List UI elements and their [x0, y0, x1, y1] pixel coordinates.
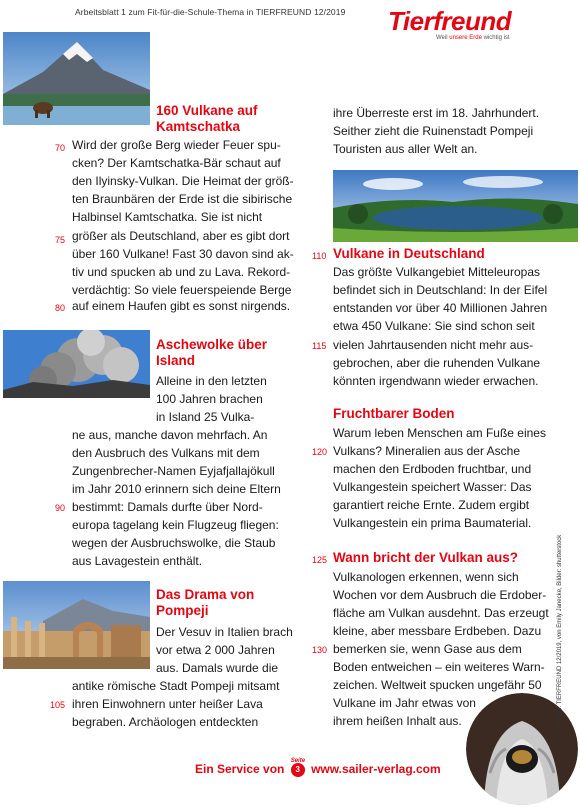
- footer-url-link[interactable]: www.sailer-verlag.com: [311, 762, 441, 776]
- boden-title: Fruchtbarer Boden: [333, 406, 455, 421]
- text-line: Vulkangestein ein prima Baumaterial.: [333, 516, 532, 530]
- text-line: zeichen. Weltweit spucken ungefähr 50: [333, 678, 542, 692]
- text-line: etwa 450 Vulkane: Sie sind schon seit: [333, 319, 535, 333]
- text-line: bestimmt: Damals durfte über Nord-: [72, 500, 263, 514]
- text-line: ihrem heißen Inhalt aus.: [333, 714, 462, 728]
- text-line: Seither zieht die Ruinenstadt Pompeji: [333, 124, 534, 138]
- text-line: ihre Überreste erst im 18. Jahrhundert.: [333, 106, 540, 120]
- text-line: ne aus, manche davon mehrfach. An: [72, 428, 268, 442]
- eifel-maar-image: [333, 170, 578, 242]
- text-line: vielen Jahrtausenden nicht mehr aus-: [333, 338, 534, 352]
- text-line: Halbinsel Kamtschatka. Sie ist nicht: [72, 210, 263, 224]
- text-line: entstanden vor über 40 Millionen Jahren: [333, 301, 548, 315]
- text-line: europa tagelang kein Flugzeug fliegen:: [72, 518, 279, 532]
- pompeji-ruins-image: [3, 581, 150, 669]
- ausbruch-title: Wann bricht der Vulkan aus?: [333, 550, 519, 565]
- text-line: den Ilyinsky-Vulkan. Die Heimat der größ-: [72, 174, 294, 188]
- kamtschatka-title: 160 Vulkane auf Kamtschatka: [156, 103, 258, 134]
- text-line: im Jahr 2010 erinnern sich deine Eltern: [72, 482, 281, 496]
- text-line: begraben. Archäologen entdeckten: [72, 715, 259, 729]
- line-number: 120: [312, 447, 328, 457]
- deutschland-title: Vulkane in Deutschland: [333, 246, 485, 261]
- text-line: Vulkans? Mineralien aus der Asche: [333, 444, 520, 458]
- text-line: in Island 25 Vulka-: [156, 410, 255, 424]
- line-number: 75: [55, 235, 66, 245]
- text-line: Wochen vor dem Ausbruch die Erdober-: [333, 588, 547, 602]
- text-line: tiv und spucken ab und zu Lava. Rekord-: [72, 265, 291, 279]
- pompeji-title: Das Drama von Pompeji: [156, 587, 255, 618]
- text-line: 100 Jahren brachen: [156, 392, 263, 406]
- text-line: größer als Deutschland, aber es gibt dort: [72, 229, 290, 243]
- text-line: cken? Der Kamtschatka-Bär schaut auf: [72, 156, 281, 170]
- image-credit: Text aus: TIERFREUND 12/2019, von Emily Janecke, Bilder: shutterstock: [557, 534, 563, 730]
- text-line: Vulkane im Jahr etwas von: [333, 696, 476, 710]
- text-line: kleine, aber messbare Erdbeben. Dazu: [333, 624, 542, 638]
- text-line: Vulkanologen erkennen, wenn sich: [333, 570, 519, 584]
- text-line: aus. Damals wurde die: [156, 661, 279, 675]
- text-line: Zungenbrecher-Namen Eyjafjallajökull: [72, 464, 275, 478]
- logo-tagline: Weil unsere Erde wichtig ist: [436, 35, 510, 41]
- text-line: den Ausbruch des Vulkans mit dem: [72, 446, 260, 460]
- text-line: aus Lavagestein enthält.: [72, 554, 203, 568]
- text-line: Touristen aus aller Welt an.: [333, 142, 478, 156]
- line-number: 105: [50, 700, 66, 710]
- line-number: 115: [312, 341, 327, 351]
- line-number: 110: [312, 251, 327, 261]
- text-line: Alleine in den letzten: [156, 374, 267, 388]
- line-number: 80: [55, 303, 66, 313]
- text-line: antike römische Stadt Pompeji mitsamt: [72, 679, 280, 693]
- line-number: 125: [312, 555, 328, 565]
- page-badge: Seite 3: [291, 763, 305, 777]
- text-line: Wird der große Berg wieder Feuer spu-: [72, 138, 281, 152]
- island-ash-cloud-image: [3, 330, 150, 398]
- line-number: 70: [55, 143, 66, 153]
- text-line: garantiert reiche Ernte. Zudem ergibt: [333, 498, 530, 512]
- text-line: Der Vesuv in Italien brach: [156, 625, 293, 639]
- text-line: ihren Einwohnern unter heißer Lava: [72, 697, 263, 711]
- footer-service: [195, 757, 441, 777]
- line-number: 90: [55, 503, 66, 513]
- text-line: auf einem Haufen gibt es sonst nirgends.: [72, 299, 291, 313]
- footer-prefix: Ein Service von: [195, 762, 285, 776]
- text-line: gebrochen, aber die ruhenden Vulkane: [333, 356, 541, 370]
- text-line: ten Braunbären der Erde ist die sibirische: [72, 192, 293, 206]
- line-number: 130: [312, 645, 328, 655]
- text-line: befindet sich in Deutschland: In der Eifel: [333, 283, 548, 297]
- text-line: könnten irgendwann wieder erwachen.: [333, 374, 539, 388]
- text-line: machen den Erdboden fruchtbar, und: [333, 462, 532, 476]
- text-line: verdächtig: So viele feuerspeiende Berge: [72, 283, 292, 297]
- text-line: vor etwa 2 000 Jahren: [156, 643, 275, 657]
- logo-wordmark: Tierfreund: [388, 6, 512, 36]
- worksheet-header: Arbeitsblatt 1 zum Fit-für-die-Schule-Thema in TIERFREUND 12/2019: [75, 7, 346, 17]
- text-line: Warum leben Menschen am Fuße eines: [333, 426, 546, 440]
- text-line: fläche am Vulkan ausdehnt. Das erzeugt: [333, 606, 549, 620]
- text-line: bemerken sie, wenn Gase aus dem: [333, 642, 522, 656]
- tierfreund-logo: [388, 8, 538, 48]
- text-line: Das größte Vulkangebiet Mitteleuropas: [333, 265, 540, 279]
- island-title: Aschewolke über Island: [156, 337, 268, 368]
- text-line: Vulkangestein speichert Wasser: Das: [333, 480, 532, 494]
- text-line: wegen der Ausbruchswolke, die Staub: [72, 536, 276, 550]
- kamtschatka-volcano-image: [3, 32, 150, 125]
- text-line: über 160 Vulkane! Fast 30 davon sind ak-: [72, 247, 294, 261]
- text-line: Boden entweichen – ein weiteres Warn-: [333, 660, 545, 674]
